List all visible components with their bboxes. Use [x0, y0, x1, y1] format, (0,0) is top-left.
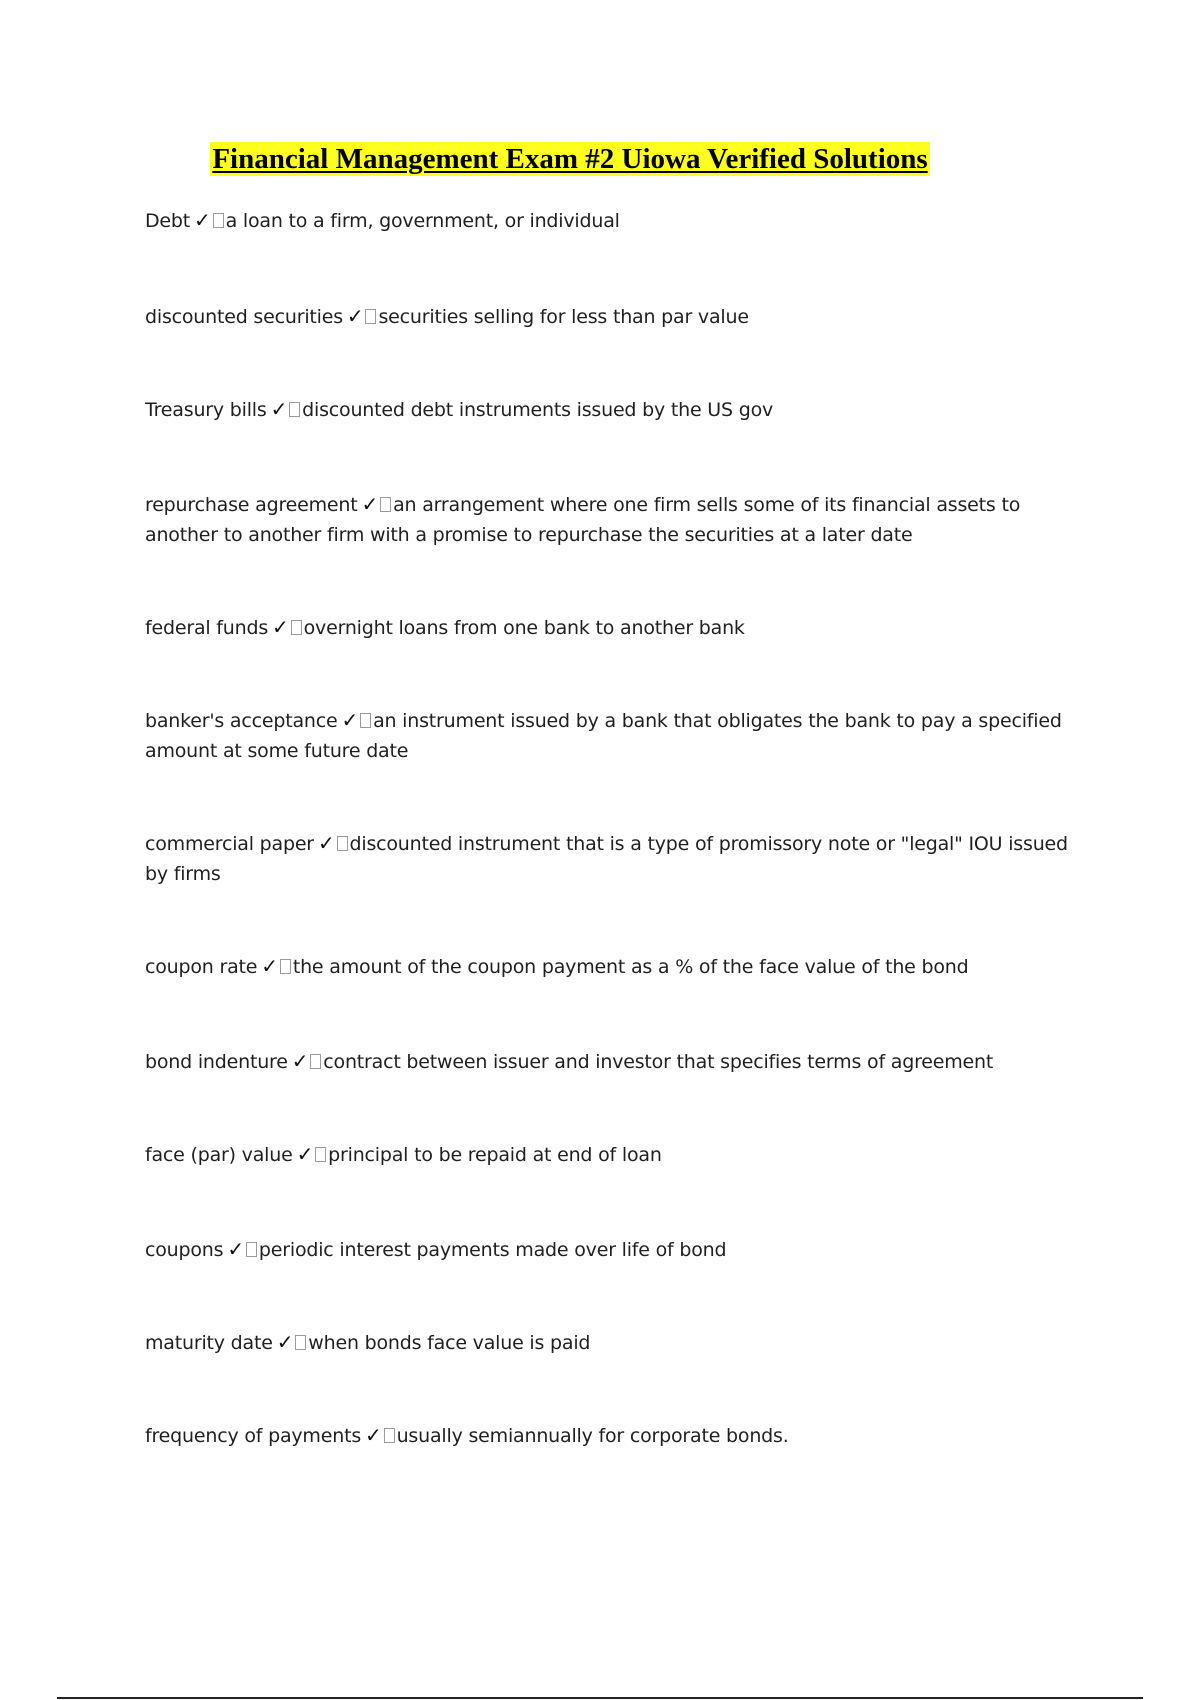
entry-term: coupon rate	[145, 956, 258, 978]
glossary-entry	[145, 489, 1075, 550]
entry-definition: contract between issuer and investor that specifies terms of agreement	[323, 1051, 994, 1073]
missing-glyph-box-icon	[289, 402, 300, 417]
entry-definition: principal to be repaid at end of loan	[328, 1144, 662, 1166]
glossary-entry	[145, 828, 1075, 889]
check-icon: ✓	[361, 492, 379, 516]
missing-glyph-box-icon	[360, 713, 371, 728]
entry-definition: an arrangement where one firm sells some of its financial assets to another to another firm with a promise to repurchase the securities at a later date	[145, 494, 1021, 546]
entry-definition: usually semiannually for corporate bonds.	[396, 1425, 789, 1447]
entry-term: federal funds	[145, 617, 269, 639]
check-icon: ✓	[317, 831, 335, 855]
missing-glyph-box-icon	[337, 836, 348, 851]
check-icon: ✓	[341, 708, 359, 732]
entry-definition: a loan to a firm, government, or individual	[225, 210, 620, 232]
entry-definition: periodic interest payments made over life of bond	[258, 1239, 727, 1261]
missing-glyph-box-icon	[315, 1147, 326, 1162]
check-icon: ✓	[276, 1330, 294, 1354]
glossary-entry	[145, 301, 1075, 332]
glossary-entry	[145, 1327, 1075, 1358]
glossary-entry	[145, 612, 1075, 643]
entry-term: banker's acceptance	[145, 710, 338, 732]
glossary-entry	[145, 705, 1075, 766]
missing-glyph-box-icon	[213, 213, 224, 228]
missing-glyph-box-icon	[291, 620, 302, 635]
entry-term: maturity date	[145, 1332, 273, 1354]
entry-term: repurchase agreement	[145, 494, 358, 516]
check-icon: ✓	[194, 208, 211, 232]
check-icon: ✓	[227, 1237, 244, 1261]
entry-term: Treasury bills	[145, 399, 267, 421]
check-icon: ✓	[346, 304, 364, 328]
glossary-entry	[145, 1046, 1075, 1077]
entry-term: discounted securities	[145, 306, 343, 328]
check-icon: ✓	[296, 1142, 314, 1166]
glossary-entry	[145, 205, 1075, 236]
document-title: Financial Management Exam #2 Uiowa Verified Solutions	[212, 143, 928, 175]
check-icon: ✓	[291, 1049, 309, 1073]
missing-glyph-box-icon	[246, 1242, 257, 1257]
check-icon: ✓	[261, 954, 278, 978]
entry-definition: securities selling for less than par value	[378, 306, 749, 328]
entry-definition: overnight loans from one bank to another bank	[303, 617, 745, 639]
entry-term: bond indenture	[145, 1051, 288, 1073]
entry-definition: an instrument issued by a bank that obligates the bank to pay a specified amount at some future date	[145, 710, 1062, 762]
entry-definition: the amount of the coupon payment as a % of the face value of the bond	[292, 956, 969, 978]
entry-definition: when bonds face value is paid	[308, 1332, 591, 1354]
missing-glyph-box-icon	[310, 1054, 321, 1069]
missing-glyph-box-icon	[295, 1335, 306, 1350]
check-icon: ✓	[270, 397, 288, 421]
glossary-entry	[145, 394, 1075, 425]
glossary-entry	[145, 1420, 1075, 1451]
entry-term: face (par) value	[145, 1144, 293, 1166]
glossary-entry	[145, 951, 1075, 982]
missing-glyph-box-icon	[365, 309, 376, 324]
title-container	[0, 142, 1200, 176]
footer-divider	[57, 1697, 1143, 1699]
entry-definition: discounted instrument that is a type of promissory note or "legal" IOU issued by firms	[145, 833, 1068, 885]
entry-term: Debt	[145, 210, 191, 232]
missing-glyph-box-icon	[384, 1428, 395, 1443]
entry-term: frequency of payments	[145, 1425, 362, 1447]
entry-term: coupons	[145, 1239, 224, 1261]
glossary-entry	[145, 1139, 1075, 1170]
check-icon: ✓	[365, 1423, 382, 1447]
missing-glyph-box-icon	[280, 959, 291, 974]
entry-term: commercial paper	[145, 833, 314, 855]
entry-definition: discounted debt instruments issued by the US gov	[302, 399, 774, 421]
glossary-entry	[145, 1234, 1075, 1265]
check-icon: ✓	[272, 615, 289, 639]
missing-glyph-box-icon	[380, 497, 391, 512]
